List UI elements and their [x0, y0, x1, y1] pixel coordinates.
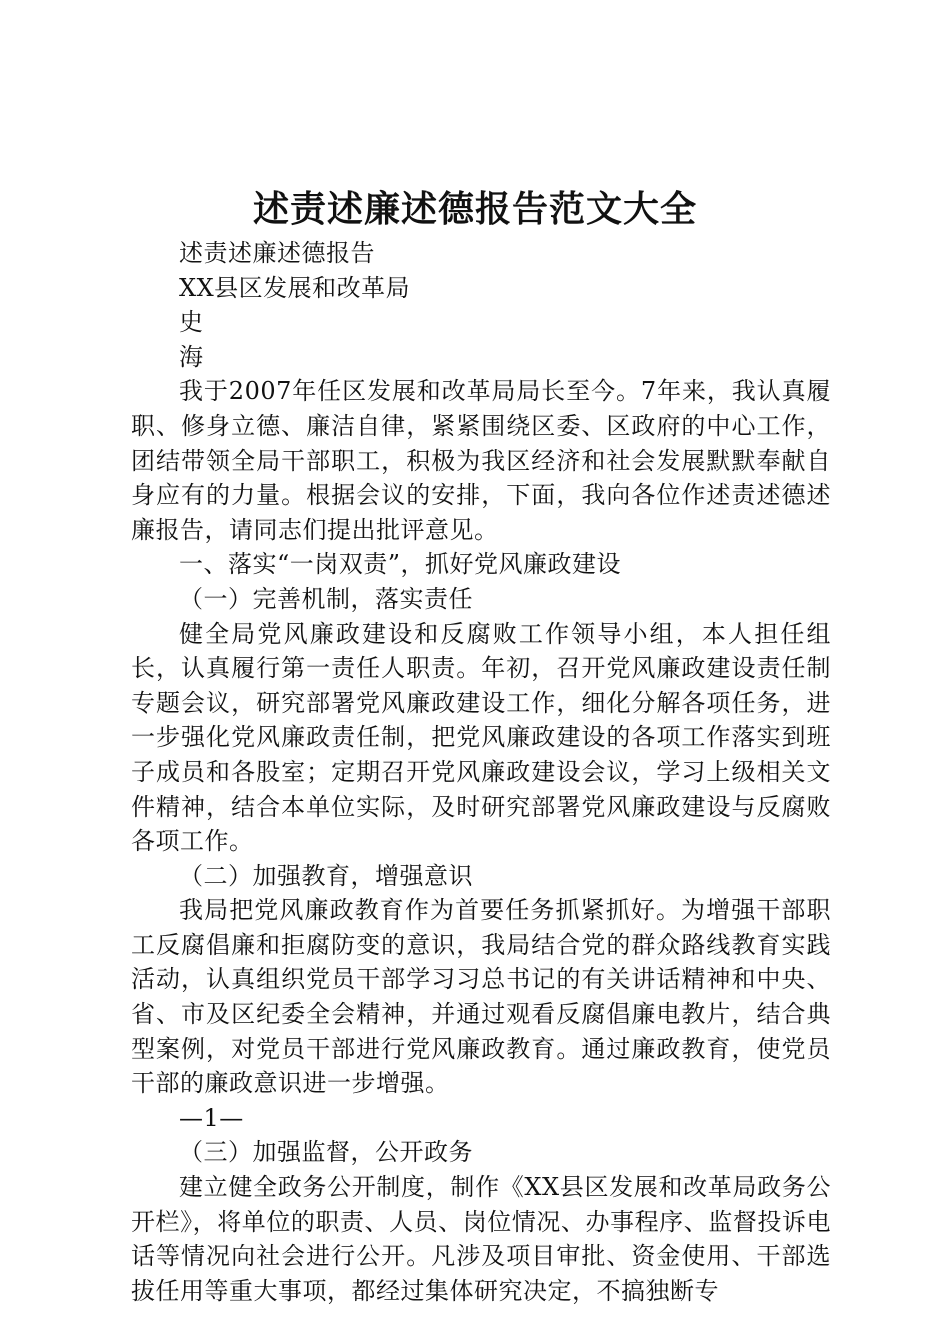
author-surname-line: 史 — [179, 308, 204, 337]
page-number: —1— — [179, 1103, 244, 1132]
subsection-heading-1: （一）完善机制，落实责任 — [179, 584, 473, 613]
intro-paragraph: 我于2007年任区发展和改革局局长至今。7年来，我认真履职、修身立德、廉洁自律，紧紧围绕区委、区政府的中心工作，团结带领全局干部职工，积极为我区经济和社会发展默默奉献自身应有的力量。根据会议的安排，下面，我向各位作述责述德述廉报告，请同志们提出批评意见。 — [131, 377, 831, 544]
author-given-name-line: 海 — [179, 342, 204, 371]
document-body — [131, 236, 831, 1308]
department-line: XX县区发展和改革局 — [179, 273, 411, 302]
subsection-heading-2: （二）加强教育，增强意识 — [179, 861, 473, 890]
section-heading-1: 一、落实“一岗双责”，抓好党风廉政建设 — [179, 550, 622, 579]
document-title: 述责述廉述德报告范文大全 — [252, 188, 697, 230]
body-paragraph: 建立健全政务公开制度，制作《XX县区发展和改革局政务公开栏》，将单位的职责、人员、岗位情况、办事程序、监督投诉电话等情况向社会进行公开。凡涉及项目审批、资金使用、干部选拔任用等重大事项，都经过集体研究决定，不搞独断专 — [131, 1173, 831, 1305]
subsection-heading-3: （三）加强监督，公开政务 — [179, 1138, 473, 1167]
body-paragraph: 我局把党风廉政教育作为首要任务抓紧抓好。为增强干部职工反腐倡廉和拒腐防变的意识，我局结合党的群众路线教育实践活动，认真组织党员干部学习习总书记的有关讲话精神和中央、省、市及区纪委全会精神，并通过观看反腐倡廉电教片，结合典型案例，对党员干部进行党风廉政教育。通过廉政教育，使党员干部的廉政意识进一步增强。 — [131, 896, 831, 1098]
report-title-line: 述责述廉述德报告 — [179, 239, 375, 267]
body-paragraph: 健全局党风廉政建设和反腐败工作领导小组，本人担任组长，认真履行第一责任人职责。年初，召开党风廉政建设责任制专题会议，研究部署党风廉政建设工作，细化分解各项任务，进一步强化党风廉政责任制，把党风廉政建设的各项工作落实到班子成员和各股室；定期召开党风廉政建设会议，学习上级相关文件精神，结合本单位实际，及时研究部署党风廉政建设与反腐败各项工作。 — [131, 619, 831, 856]
